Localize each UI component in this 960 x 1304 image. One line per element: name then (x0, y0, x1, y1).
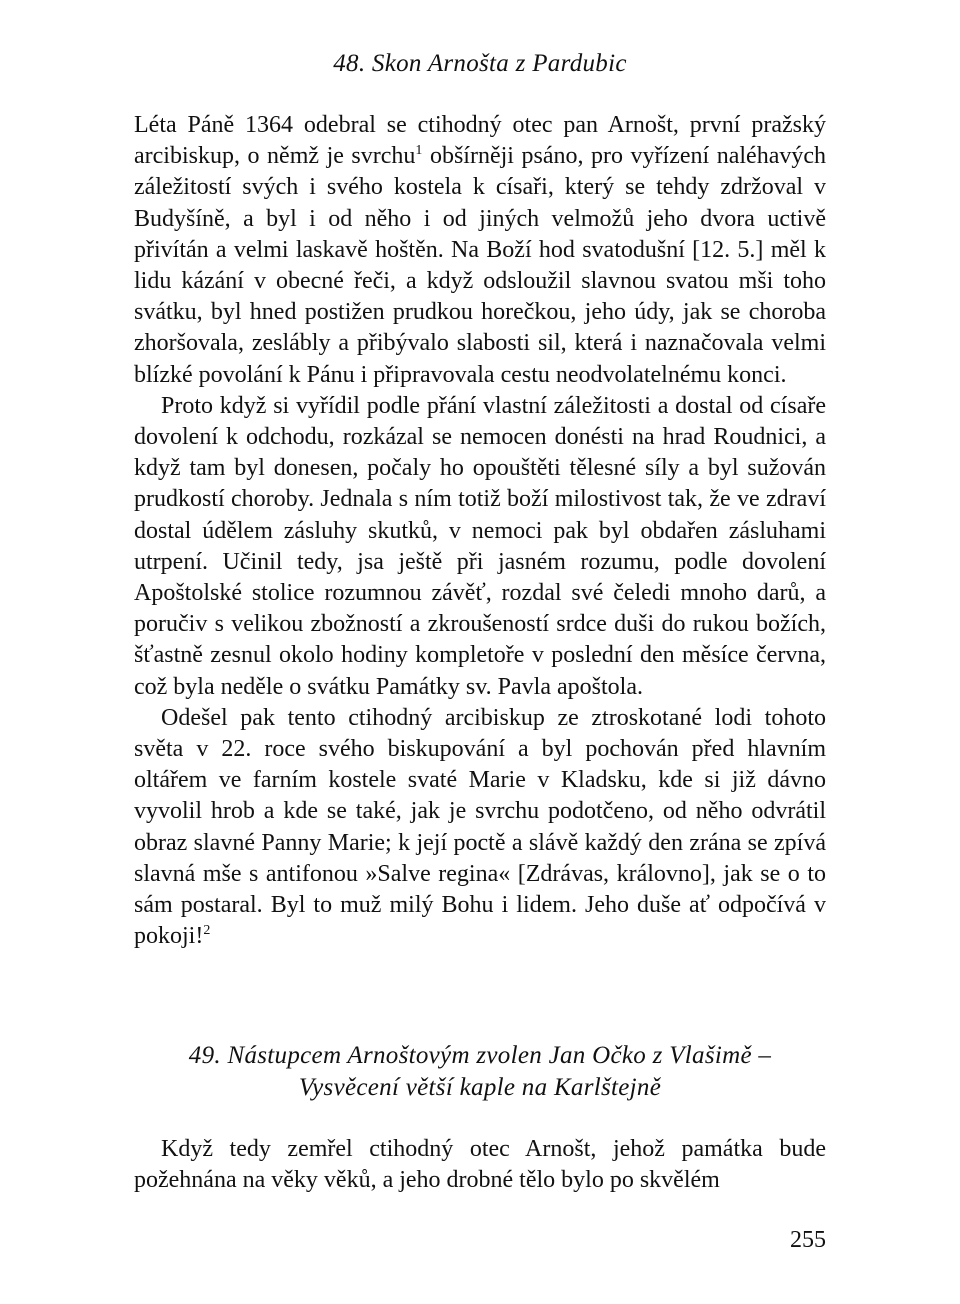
paragraph-1-text-a: Léta Páně 1364 odebral se ctihodný otec pan Arnošt, první pražský arcibiskup, o němž je svrchu (134, 112, 826, 170)
chapter-heading-48: 48. Skon Arnošta z Pardubic (333, 50, 627, 77)
chapter-heading-49-line-2: Vysvěcení větší kaple na Karlštejně (298, 1074, 662, 1101)
chapter-49-body (134, 1134, 826, 1196)
page-number: 255 (790, 1227, 826, 1253)
paragraph-3-text: Odešel pak tento ctihodný arcibiskup ze ztroskotané lodi tohoto světa v 22. roce svého biskupování a byl pochován před hlavním oltářem ve farním kostele svaté Marie v Kladsku, kde si již dávno vyvolil hrob a kde se také, jak je svrchu podotčeno, od něho odvrátil obraz slavné Panny Marie; k její poctě a slávě každý den zrána se zpívá slavná mše s antifonou »Salve regina« [Zdrávas, královno], jak se o to sám postaral. Byl to muž milý Bohu i lidem. Jeho duše ať odpočívá v pokoji! (134, 704, 826, 950)
paragraph-4: Když tedy zemřel ctihodný otec Arnošt, jehož památka bude požehnána na věky věků, a jeho drobné tělo bylo po skvělém (134, 1136, 826, 1194)
book-page (134, 0, 826, 1304)
chapter-48-body (134, 110, 826, 952)
chapter-heading-49-line-1: 49. Nástupcem Arnoštovým zvolen Jan Očko z Vlašimě – (188, 1042, 772, 1069)
footnote-marker-1: 1 (415, 143, 423, 159)
paragraph-1-text-b: obšírněji psáno, pro vyřízení naléhavých záležitostí svých i svého kostela k císaři, který se tehdy zdržoval v Budyšíně, a byl i od něho i od jiných velmožů jeho dvora uctivě přivítán a velmi laskavě hoštěn. Na Boží hod svatodušní [12. 5.] měl k lidu kázání v obecné řeči, a když odsloužil slavnou svatou mši toho svátku, byl hned postižen prudkou horečkou, jeho údy, jak se choroba zhoršovala, zeslábly a přibývalo slabosti sil, která i naznačovala velmi blízké povolání k Pánu i připravovala cestu neodvolatelnému konci. (134, 143, 827, 388)
paragraph-2: Proto když si vyřídil podle přání vlastní záležitosti a dostal od císaře dovolení k odchodu, rozkázal se nemocen donésti na hrad Roudnici, a když tam byl donesen, počaly ho opouštěti tělesné síly a byl sužován prudkostí choroby. Jednala s ním totiž boží milostivost tak, že ve zdraví dostal údělem zásluhy skutků, v nemoci pak byl obdařen zásluhami utrpení. Učinil tedy, jsa ještě při jasném rozumu, podle dovolení Apoštolské stolice rozumnou závěť, rozdal své čeledi mnoho darů, a poručiv s velikou zbožností a zkroušeností srdce duši do rukou božích, šťastně zesnul okolo hodiny kompletoře v poslední den měsíce června, což byla neděle o svátku Památky sv. Pavla apoštola. (134, 392, 826, 700)
paragraph-3 (134, 703, 826, 953)
paragraph-1 (134, 110, 826, 391)
chapter-heading-49 (134, 1040, 826, 1104)
footnote-marker-2: 2 (203, 923, 211, 939)
